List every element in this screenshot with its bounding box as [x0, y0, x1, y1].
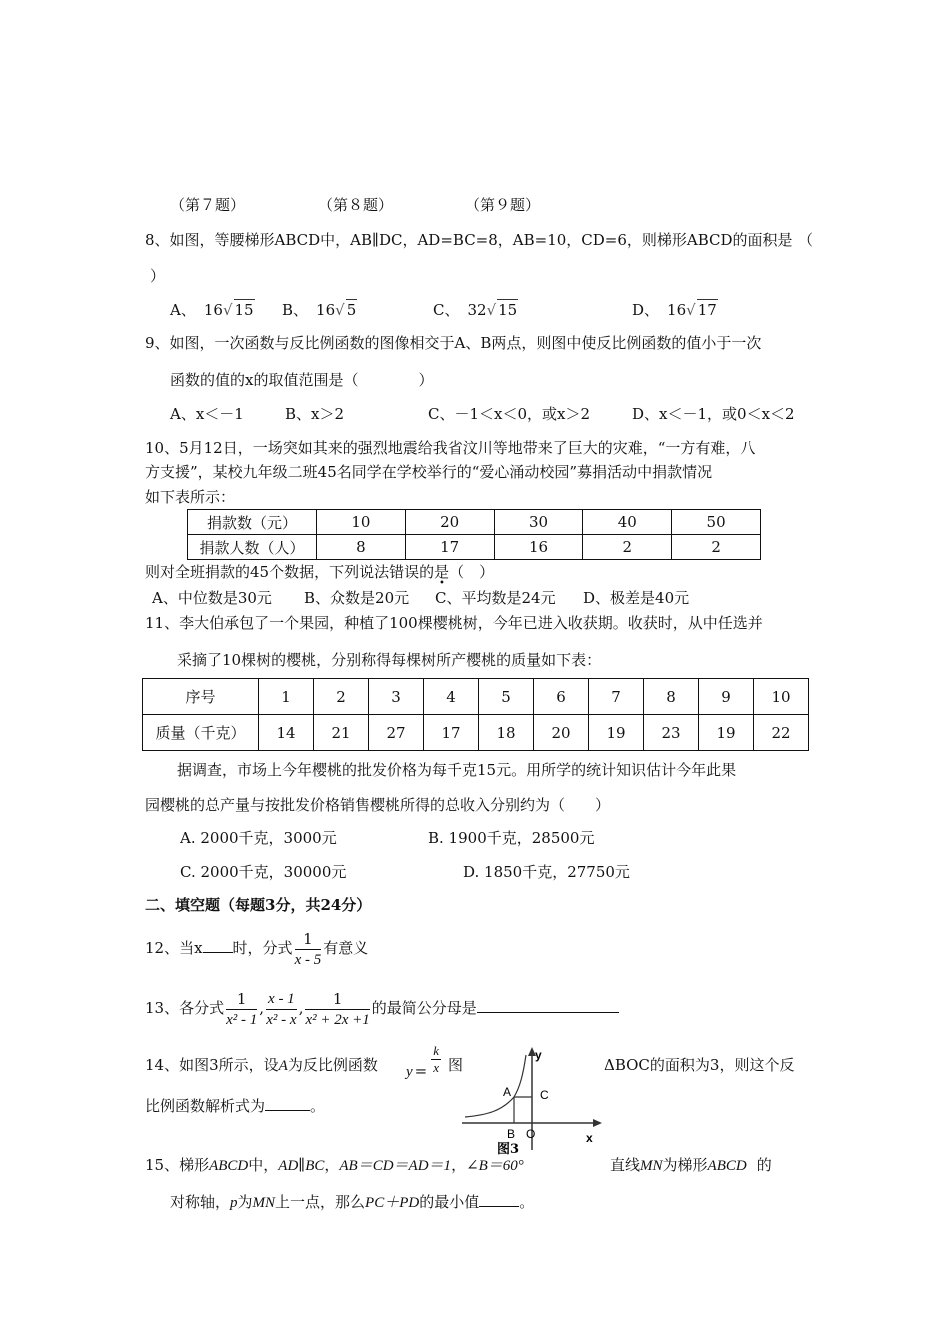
caption-q8: （第８题）: [318, 196, 394, 214]
label-y: y: [535, 1048, 542, 1062]
q11-table: [142, 678, 809, 751]
q11-line2: 采摘了10棵树的樱桃，分别称得每棵树所产樱桃的质量如下表：: [177, 651, 602, 669]
q10-line1: 10、5月12日，一场突如其来的强烈地震给我省汶川等地带来了巨大的灾难，“一方有难，八: [145, 439, 756, 457]
table-cell: 18: [479, 715, 534, 751]
caption-q7: （第７题）: [170, 196, 246, 214]
table-cell: 30: [494, 510, 583, 535]
q9-option-b: B、x＞2: [285, 405, 345, 423]
table-cell: 14: [259, 715, 314, 751]
table-cell: 21: [314, 715, 369, 751]
table-row: [188, 535, 761, 560]
q14-function: y = $\frac{k}{x}$: [406, 1043, 440, 1080]
table-row: [188, 510, 761, 535]
table-cell: 序号: [143, 679, 259, 715]
table-cell: 5: [479, 679, 534, 715]
q10-option-a: A、中位数是30元: [152, 589, 272, 607]
table-cell: 7: [589, 679, 644, 715]
table-cell: 17: [424, 715, 479, 751]
q15-line1-end: 直线MN为梯形ABCD 的: [610, 1156, 772, 1174]
table-cell: 20: [534, 715, 589, 751]
label-a: A: [503, 1085, 512, 1099]
q11-option-b: B. 1900千克，28500元: [428, 829, 595, 847]
q9-option-c: C、－1＜x＜0，或x＞2: [428, 405, 591, 423]
table-cell: 6: [534, 679, 589, 715]
table-cell: 捐款数（元）: [188, 510, 317, 535]
table-cell: 19: [699, 715, 754, 751]
table-cell: 10: [754, 679, 809, 715]
q10-table: [187, 509, 761, 560]
table-cell: 10: [317, 510, 406, 535]
q11-line1: 11、李大伯承包了一个果园，种植了100棵樱桃树，今年已进入收获期。收获时，从中任选并: [145, 614, 763, 632]
q10-option-d: D、极差是40元: [583, 589, 690, 607]
q8-option-c: C、 32√ 15: [433, 301, 518, 319]
emphasis-dot: •: [439, 578, 445, 589]
label-x: x: [586, 1131, 593, 1145]
table-cell: 3: [369, 679, 424, 715]
figure-3: [462, 1045, 606, 1155]
q12: 12、当x 时，分式 $\frac{1}{x - 5}$ 有意义: [145, 929, 369, 968]
figure-caption: 图3: [497, 1142, 520, 1155]
table-cell: 8: [317, 535, 406, 560]
q10-option-c: C、平均数是24元: [435, 589, 556, 607]
table-cell: 9: [699, 679, 754, 715]
q9-option-a: A、x＜－1: [170, 405, 244, 423]
q15-line1: 15、梯形ABCD中，AD∥BC，AB＝CD＝AD＝1，∠B＝60°: [145, 1156, 524, 1174]
table-cell: 1: [259, 679, 314, 715]
label-o: O: [526, 1127, 536, 1141]
q10-option-b: B、众数是20元: [304, 589, 410, 607]
q10-line2: 方支援”，某校九年级二班45名同学在学校举行的“爱心涌动校园”募捐活动中捐款情况: [145, 463, 713, 481]
q8-paren-open: （: [798, 231, 814, 249]
q14-part3: 图: [448, 1056, 464, 1074]
q10-line3: 如下表所示：: [145, 488, 236, 506]
q9-option-d: D、x＜－1，或0＜x＜2: [632, 405, 795, 423]
q11-line3: 据调查，市场上今年樱桃的批发价格为每千克15元。用所学的统计知识估计今年此果: [177, 761, 737, 779]
table-cell: 2: [583, 535, 672, 560]
table-cell: 17: [405, 535, 494, 560]
q9-line2: 函数的值的x的取值范围是（ ）: [170, 371, 434, 389]
table-cell: 2: [672, 535, 761, 560]
q8-option-d: D、 16√ 17: [632, 301, 717, 319]
table-cell: 质量（千克）: [143, 715, 259, 751]
q10-question: 则对全班捐款的45个数据，下列说法错误的是（ ）: [145, 563, 495, 581]
x-axis-arrow-icon: [593, 1119, 602, 1127]
q14-part4: ΔBOC的面积为3，则这个反: [604, 1056, 795, 1074]
table-cell: 4: [424, 679, 479, 715]
table-cell: 23: [644, 715, 699, 751]
q11-option-d: D. 1850千克，27750元: [463, 863, 630, 881]
label-c: C: [540, 1088, 549, 1102]
table-row: [143, 679, 809, 715]
table-cell: 20: [405, 510, 494, 535]
section-heading: 二、填空题（每题3分，共24分）: [145, 896, 372, 914]
q8-stem: 8、如图，等腰梯形ABCD中，AB∥DC，AD=BC=8，AB=10，CD=6，则梯形ABCD的面积是: [145, 231, 793, 249]
q14-line2: 比例函数解析式为 。: [145, 1097, 326, 1115]
q8-option-a: A、 16√ 15: [170, 301, 254, 319]
table-cell: 16: [494, 535, 583, 560]
q11-option-c: C. 2000千克，30000元: [180, 863, 347, 881]
q11-line4: 园樱桃的总产量与按批发价格销售樱桃所得的总收入分别约为（ ）: [145, 796, 611, 814]
q8-option-b: B、 16√ 5: [282, 301, 357, 319]
table-cell: 50: [672, 510, 761, 535]
table-cell: 22: [754, 715, 809, 751]
table-cell: 捐款人数（人）: [188, 535, 317, 560]
q11-option-a: A. 2000千克，3000元: [180, 829, 337, 847]
hyperbola-curve: [465, 1055, 526, 1117]
table-cell: 19: [589, 715, 644, 751]
q14-line1: 14、如图3所示，设A为反比例函数: [145, 1056, 378, 1074]
table-cell: 2: [314, 679, 369, 715]
q8-paren-close: ）: [150, 267, 166, 285]
table-cell: 40: [583, 510, 672, 535]
caption-q9: （第９题）: [465, 196, 541, 214]
q13: 13、各分式 $\frac{1}{\text{x² - 1}}$ , $\frac{x - 1}{\text{x² - x}}$ , $\frac{1}{\text{x² + 2x +1}}$ 的最简公分母是: [145, 988, 619, 1030]
table-cell: 8: [644, 679, 699, 715]
table-row: [143, 715, 809, 751]
q9-line1: 9、如图，一次函数与反比例函数的图像相交于A、B两点，则图中使反比例函数的值小于一次: [145, 334, 762, 352]
table-cell: 27: [369, 715, 424, 751]
label-b: B: [507, 1127, 516, 1141]
q15-line2: 对称轴，p为MN上一点，那么PC＋PD的最小值 。: [170, 1193, 535, 1211]
